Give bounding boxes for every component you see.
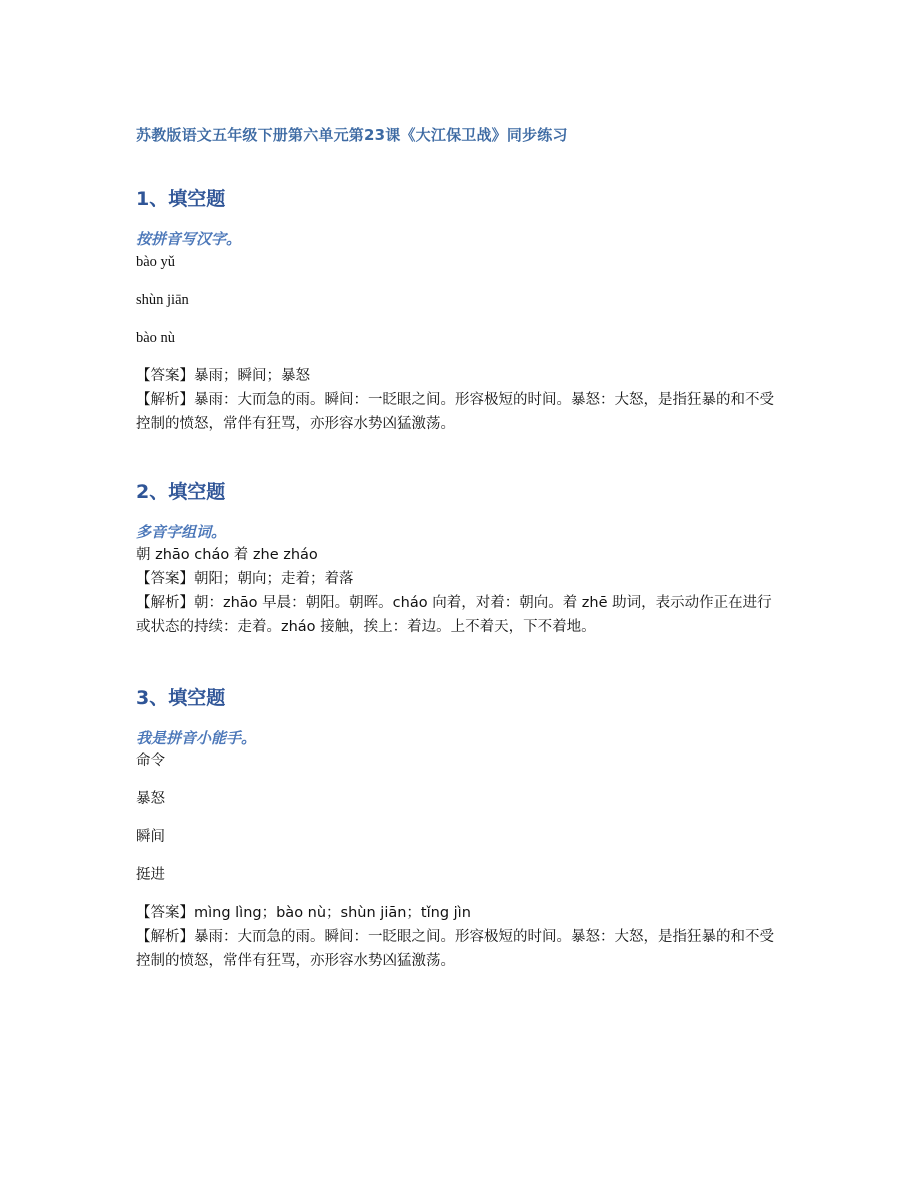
pinyin-item: shùn jiān (136, 292, 189, 308)
question-instruction: 我是拼音小能手。 (136, 729, 257, 747)
question-section-1 (136, 184, 786, 436)
answer-text: 【答案】暴雨；瞬间；暴怒 (136, 368, 310, 384)
question-section-3 (136, 683, 786, 973)
question-instruction: 多音字组词。 (136, 523, 227, 541)
polyphone-item: 朝 zhāo cháo 着 zhe zháo (136, 547, 318, 563)
word-item: 暴怒 (136, 791, 165, 807)
word-item: 挺进 (136, 867, 165, 883)
question-instruction: 按拼音写汉字。 (136, 230, 242, 248)
analysis-text: 【解析】暴雨：大而急的雨。瞬间：一眨眼之间。形容极短的时间。暴怒：大怒，是指狂暴的和不受控制的愤怒，常伴有狂骂，亦形容水势凶猛激荡。 (136, 392, 774, 432)
word-item: 瞬间 (136, 829, 165, 845)
answer-text: 【答案】mìng lìng；bào nù；shùn jiān；tǐng jìn (136, 905, 471, 921)
document-title: 苏教版语文五年级下册第六单元第23课《大江保卫战》同步练习 (136, 126, 568, 144)
analysis-text: 【解析】暴雨：大而急的雨。瞬间：一眨眼之间。形容极短的时间。暴怒：大怒，是指狂暴的和不受控制的愤怒，常伴有狂骂，亦形容水势凶猛激荡。 (136, 929, 774, 969)
analysis-text: 【解析】朝：zhāo 早晨：朝阳。朝晖。cháo 向着，对着：朝向。着 zhē 助词，表示动作正在进行或状态的持续：走着。zháo 接触，挨上：着边。上不着天，下不着地。 (136, 595, 772, 635)
section-heading: 3、填空题 (136, 687, 226, 709)
answer-text: 【答案】朝阳；朝向；走着；着落 (136, 571, 354, 587)
pinyin-item: bào nù (136, 330, 176, 346)
word-item: 命令 (136, 753, 165, 769)
section-heading: 1、填空题 (136, 188, 226, 210)
pinyin-item: bào yǔ (136, 254, 176, 270)
section-heading: 2、填空题 (136, 481, 226, 503)
question-section-2 (136, 477, 786, 639)
